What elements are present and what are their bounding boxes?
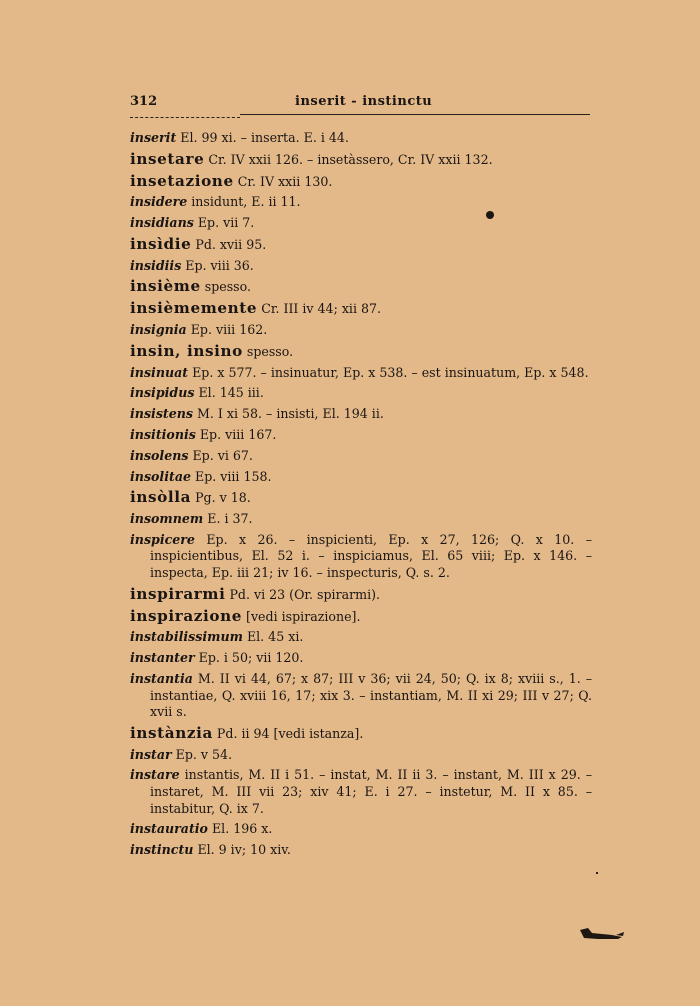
entry-references: Ep. v 54. (171, 746, 233, 762)
entry-headword: insidians (130, 215, 194, 231)
entry-references: Ep. viii 36. (181, 257, 254, 273)
entry (130, 236, 592, 254)
entry-headword: insin, insino (130, 341, 243, 360)
entry-headword: inspirazione (130, 606, 243, 625)
entry-references: Pd. vi 23 (Or. spirarmi). (225, 586, 381, 602)
entry-references: El. 196 x. (207, 821, 273, 837)
entry (130, 448, 592, 465)
entry-references: M. II vi 44, 67; x 87; III v 36; vii 24, 50; Q. ix 8; xviii s., 1. – instantiae, Q. xviii 16, 17; xix 3. – instantiam, M. II xi 29; III v 27; Q. xvii s. (150, 670, 592, 720)
entry (130, 469, 592, 486)
entry-headword: inspirarmi (130, 584, 226, 603)
ink-dot (486, 211, 494, 219)
entry-headword: instauratio (130, 821, 208, 837)
entry-list (130, 130, 592, 863)
entry-references: Ep. i 50; vii 120. (194, 650, 304, 666)
entry-references: Ep. x 577. – insinuatur, Ep. x 538. – est insinuatum, Ep. x 548. (188, 364, 589, 380)
entry (130, 842, 592, 859)
entry-headword: instabilissimum (130, 629, 243, 645)
entry-references: Pd. xvii 95. (191, 236, 267, 252)
entry-headword: instànzia (130, 723, 213, 742)
entry-headword: insidere (130, 194, 188, 210)
entry (130, 406, 592, 423)
entry (130, 151, 592, 169)
entry-references: Ep. vii 7. (193, 215, 255, 231)
header-rule-dashed (130, 117, 240, 118)
entry (130, 747, 592, 764)
entry-references: Cr. IV xxii 130. (233, 173, 333, 189)
entry-headword: insolens (130, 447, 189, 463)
entry (130, 511, 592, 528)
entry (130, 385, 592, 402)
entry-references: insidunt, E. ii 11. (187, 194, 301, 210)
entry (130, 532, 592, 582)
entry-references: El. 145 iii. (194, 385, 264, 401)
entry (130, 130, 592, 147)
entry-headword: instanter (130, 650, 195, 666)
entry-headword: insistens (130, 406, 193, 422)
entry-references: Cr. III iv 44; xii 87. (257, 301, 382, 317)
entry-references: Pg. v 18. (191, 490, 251, 506)
entry-headword: inspicere (130, 531, 195, 547)
entry-references: instantis, M. II i 51. – instat, M. II ii 3. – instant, M. III x 29. – instaret, M. III vii 23; xiv 41; E. i 27. – instetur, M. II x 85. – instabitur, Q. ix 7. (150, 767, 592, 816)
entry-headword: insipidus (130, 385, 195, 401)
running-head: inserit - instinctu (295, 94, 433, 109)
entry-references: [vedi ispirazione]. (242, 608, 361, 624)
entry-references: spesso. (242, 343, 294, 359)
entry-headword: insìdie (130, 234, 192, 253)
entry-headword: insetare (130, 149, 205, 168)
entry (130, 489, 592, 507)
entry (130, 173, 592, 191)
entry-references: El. 9 iv; 10 xiv. (193, 842, 291, 858)
header-rule (240, 114, 590, 115)
ink-speck (596, 872, 598, 874)
entry (130, 322, 592, 339)
entry-headword: insòlla (130, 488, 192, 507)
entry (130, 671, 592, 721)
entry-references: El. 99 xi. – inserta. E. i 44. (176, 130, 349, 145)
entry-headword: instare (130, 767, 180, 783)
entry-headword: instinctu (130, 842, 194, 858)
entry-references: Ep. x 26. – inspicienti, Ep. x 27, 126; Q. x 10. – inspicientibus, El. 52 i. – inspiciamus, El. 65 viii; Ep. x 146. – inspecta, Ep. iii 21; iv 16. – inspecturis, Q. s. 2. (150, 531, 592, 581)
entry-references: M. I xi 58. – insisti, El. 194 ii. (192, 406, 384, 422)
entry-headword: insignia (130, 322, 187, 338)
entry-headword: inserit (130, 130, 177, 145)
entry (130, 629, 592, 646)
entry-references: Ep. viii 167. (195, 426, 277, 442)
entry (130, 767, 592, 817)
entry-references: spesso. (200, 279, 252, 295)
entry-references: Ep. viii 158. (191, 468, 272, 484)
entry (130, 343, 592, 361)
entry-references: El. 45 xi. (242, 629, 304, 645)
entry-headword: insetazione (130, 171, 234, 190)
entry (130, 278, 592, 296)
entry (130, 650, 592, 667)
entry (130, 725, 592, 743)
entry-headword: insitionis (130, 426, 196, 442)
ink-smudge (578, 924, 624, 940)
entry-headword: insinuat (130, 364, 189, 380)
entry-headword: insolitae (130, 468, 191, 484)
entry-references: Ep. vi 67. (188, 447, 253, 463)
entry-references: Pd. ii 94 [vedi istanza]. (212, 725, 364, 741)
entry (130, 194, 592, 211)
entry (130, 258, 592, 275)
entry-references: E. i 37. (203, 511, 253, 527)
entry (130, 821, 592, 838)
entry-headword: instantia (130, 670, 193, 686)
entry-references: Ep. viii 162. (186, 322, 268, 338)
page-header (130, 94, 590, 112)
entry-headword: insomnem (130, 511, 204, 527)
page-number: 312 (130, 94, 158, 109)
entry-references: Cr. IV xxii 126. – insetàssero, Cr. IV xxii 132. (204, 151, 493, 167)
entry (130, 215, 592, 232)
entry (130, 608, 592, 626)
entry-headword: insième (130, 277, 201, 296)
entry-headword: insidiis (130, 257, 182, 273)
entry (130, 300, 592, 318)
entry-headword: instar (130, 746, 172, 762)
entry (130, 427, 592, 444)
entry (130, 365, 592, 382)
entry (130, 586, 592, 604)
entry-headword: insièmemente (130, 299, 258, 318)
